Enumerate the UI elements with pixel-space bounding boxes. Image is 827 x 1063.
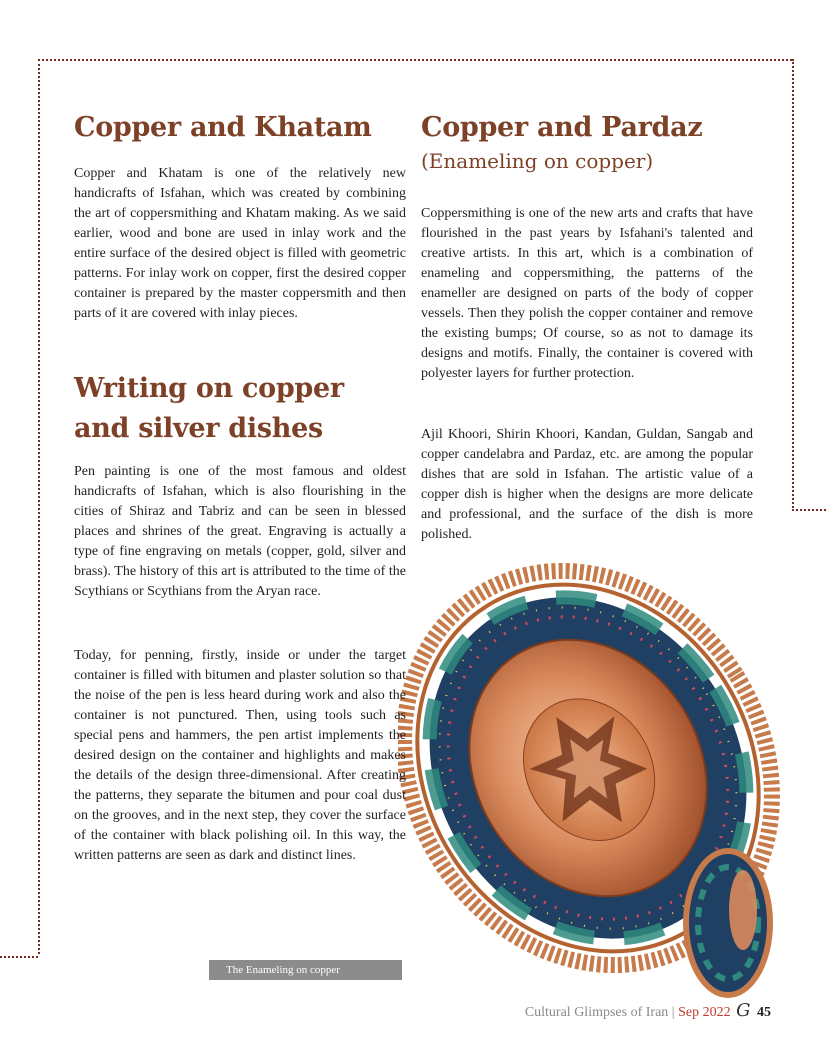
frame-border-left	[38, 59, 40, 954]
magazine-title: Cultural Glimpses of Iran	[524, 1005, 669, 1020]
paragraph-writing-2: Today, for penning, firstly, inside or under the target container is filled with bitumen and plaster solution so that the noise of the pen is less heard during work and also the container is not punctured. Then, using tools such as special pens and hammers, the pen artist implements the desired design on the container and highlights and makes the details of the design three-dimensional. After creating the patterns, they separate the bitumen and pour coal dust on the grooves, and in the next step, they cover the surface of the container with black polishing oil. In this way, the written patterns are seen as dark and distinct lines.	[74, 648, 406, 863]
paragraph-pardaz-2: Ajil Khoori, Shirin Khoori, Kandan, Guldan, Sangab and copper candelabra and Pardaz, etc. are among the popular dishes that are sold in Isfahan. The artistic value of a copper dish is higher when the designs are more delicate and professional, and the surface of the dish is more polished.	[421, 427, 753, 542]
subheading-enameling: (Enameling on copper)	[421, 149, 654, 173]
page-number: 45	[757, 1005, 771, 1020]
image-caption: The Enameling on copper	[209, 960, 402, 980]
paragraph-copper-khatam: Copper and Khatam is one of the relatively new handicrafts of Isfahan, which was created by combining the art of coppersmithing and Khatam making. As we said earlier, wood and bone are used in inlay work and the entire surface of the desired object is filled with geometric patterns. For inlay work on copper, first the desired copper container is prepared by the master coppersmith and then parts of it are covered with inlay pieces.	[74, 166, 406, 321]
issue-date: Sep 2022	[678, 1005, 731, 1020]
heading-copper-khatam: Copper and Khatam	[74, 112, 372, 143]
footer-separator: |	[671, 1005, 675, 1020]
paragraph-pardaz-1: Coppersmithing is one of the new arts and crafts that have flourished in the past years by Isfahani's talented and creative artists. In this art, which is a combination of enameling and coppersmithing, the patterns of the enameller are designed on parts of the body of copper vessels. Then they polish the copper container and remove the existing bumps; Of course, so as not to damage its designs and motifs. Finally, the container is covered with polyester layers for further protection.	[421, 206, 753, 381]
paragraph-writing-1: Pen painting is one of the most famous and oldest handicrafts of Isfahan, which is also flourishing in the cities of Shiraz and Tabriz and can be seen in blessed places and shrines of the great. Engraving is actually a type of fine engraving on metals (copper, gold, silver and brass). The history of this art is attributed to the time of the Scythians or Scythians from the Aryan race.	[74, 464, 406, 599]
heading-block-copper-pardaz	[421, 108, 753, 174]
enameled-copper-dish-image	[398, 538, 798, 1008]
frame-tick-right	[796, 509, 826, 511]
magazine-logo-icon: G	[736, 1000, 751, 1021]
heading-writing-on-copper: Writing on copper and silver dishes	[74, 373, 344, 444]
frame-border-top	[38, 59, 792, 61]
frame-tick-left	[0, 956, 38, 958]
heading-copper-pardaz: Copper and Pardaz	[421, 112, 703, 143]
frame-border-right	[792, 59, 794, 511]
page-footer	[525, 1001, 771, 1023]
dish-illustration	[398, 538, 798, 1008]
